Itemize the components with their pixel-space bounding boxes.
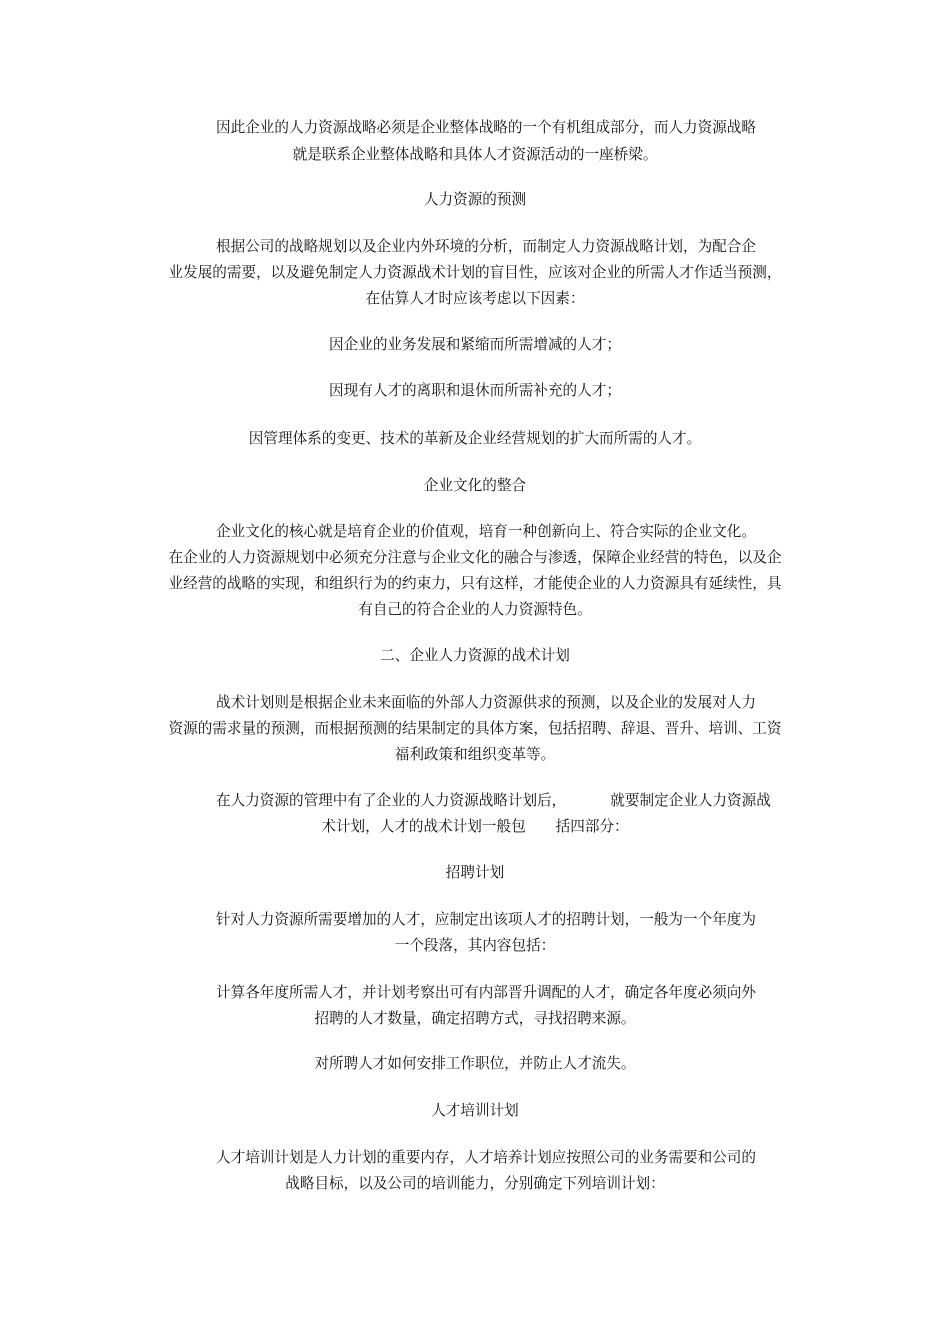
paragraph-training-line-1: 人才培训计划是人力计划的重要内存，人才培养计划应按照公司的业务需要和公司的	[216, 1149, 756, 1166]
paragraph-tactical-line-3: 福利政策和组织变革等。	[394, 746, 556, 763]
paragraph-plan-parts-line-1-a: 在人力资源的管理中有了企业的人力资源战略计划后，	[216, 792, 567, 809]
paragraph-culture-line-1: 企业文化的核心就是培育企业的价值观，培育一种创新向上、符合实际的企业文化。	[216, 523, 756, 540]
paragraph-culture-line-3: 业经营的战略的实现，和组织行为的约束力，只有这样，才能使企业的人力资源具有延续性，具	[168, 575, 782, 592]
heading-culture: 企业文化的整合	[423, 477, 527, 494]
paragraph-intro-line-1: 因此企业的人力资源战略必须是企业整体战略的一个有机组成部分，而人力资源战略	[216, 119, 756, 136]
paragraph-plan-parts-line-1-b: 就要制定企业人力资源战	[610, 792, 771, 809]
paragraph-culture-line-4: 有自己的符合企业的人力资源特色。	[358, 601, 592, 618]
paragraph-forecast-line-1: 根据公司的战略规划以及企业内外环境的分析，而制定人力资源战略计划，为配合企	[216, 238, 756, 255]
paragraph-plan-parts-line-2	[140, 816, 810, 838]
factor-item-1: 因企业的业务发展和紧缩而所需增减的人才；	[329, 336, 621, 353]
factor-item-3: 因管理体系的变更、技术的革新及企业经营规划的扩大而所需的人才。	[248, 430, 702, 447]
heading-recruitment-plan: 招聘计划	[445, 864, 505, 881]
paragraph-culture-line-2: 在企业的人力资源规划中必须充分注意与企业文化的融合与渗透，保障企业经营的特色，以及企	[168, 549, 782, 566]
paragraph-placement: 对所聘人才如何安排工作职位，并防止人才流失。	[314, 1055, 636, 1072]
paragraph-plan-parts-line-2-b: 括四部分：	[555, 818, 629, 835]
paragraph-training-line-2: 战略目标，以及公司的培训能力，分别确定下列培训计划：	[285, 1175, 665, 1192]
paragraph-forecast-line-2: 业发展的需要，以及避免制定人力资源战术计划的盲目性，应该对企业的所需人才作适当预测，	[168, 264, 782, 281]
paragraph-recruitment-line-2: 一个段落，其内容包括：	[394, 937, 556, 954]
paragraph-plan-parts-line-1	[140, 790, 810, 812]
heading-training-plan: 人才培训计划	[431, 1102, 519, 1119]
paragraph-recruitment-line-1: 针对人力资源所需要增加的人才，应制定出该项人才的招聘计划，一般为一个年度为	[216, 911, 756, 928]
heading-tactical-plan: 二、企业人力资源的战术计划	[380, 647, 570, 664]
paragraph-tactical-line-1: 战术计划则是根据企业未来面临的外部人力资源供求的预测，以及企业的发展对人力	[216, 694, 756, 711]
paragraph-recruitment-detail-line-2: 招聘的人才数量，确定招聘方式，寻找招聘来源。	[314, 1010, 636, 1027]
factor-item-2: 因现有人才的离职和退休而所需补充的人才；	[329, 382, 621, 399]
paragraph-forecast-line-3: 在估算人才时应该考虑以下因素：	[365, 290, 585, 307]
paragraph-tactical-line-2: 资源的需求量的预测，而根据预测的结果制定的具体方案，包括招聘、辞退、晋升、培训、工资	[168, 720, 782, 737]
heading-forecast: 人力资源的预测	[423, 191, 527, 208]
paragraph-plan-parts-line-2-a: 术计划，人才的战术计划一般包	[321, 818, 526, 835]
paragraph-recruitment-detail-line-1: 计算各年度所需人才，并计划考察出可有内部晋升调配的人才，确定各年度必须向外	[216, 984, 756, 1001]
paragraph-intro-line-2: 就是联系企业整体战略和具体人才资源活动的一座桥梁。	[292, 146, 658, 163]
